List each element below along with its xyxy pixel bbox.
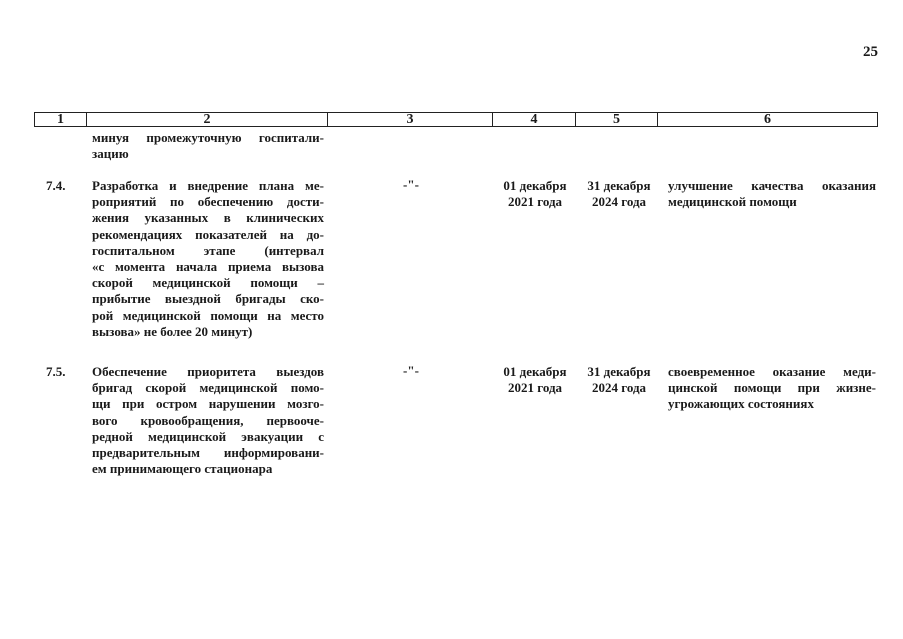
description-line: скорой медицинской помощи – [92, 275, 324, 291]
header-col-3: 3 [328, 113, 493, 126]
result-line: угрожающих состояниях [668, 396, 814, 412]
description-line: бригад скорой медицинской помо- [92, 380, 324, 396]
row-number: 7.5. [46, 364, 66, 379]
header-col-5: 5 [576, 113, 658, 126]
row-start-date [496, 178, 574, 210]
end-date-line: 31 декабря [587, 178, 651, 193]
row-description [92, 364, 324, 477]
description-line: ем принимающего стационара [92, 461, 273, 477]
start-date-line: 2021 года [507, 194, 563, 210]
start-date-line: 01 декабря [503, 364, 567, 379]
row-description [92, 178, 324, 340]
end-date-line: 2024 года [591, 380, 647, 396]
description-line: госпитальном этапе (интервал [92, 242, 324, 258]
description-line: Обеспечение приоритета выездов [92, 364, 324, 379]
description-line: рой медицинской помощи на место [92, 307, 324, 323]
end-date-line: 2024 года [591, 194, 647, 210]
description-line: роприятий по обеспечению дости- [92, 194, 324, 210]
table-header [34, 112, 878, 127]
result-line: улучшение качества оказания [668, 178, 876, 193]
description-line: вызова» не более 20 минут) [92, 323, 253, 339]
page-number: 25 [863, 44, 878, 60]
description-line: жения указанных в клинических [92, 210, 324, 226]
result-line: своевременное оказание меди- [668, 364, 876, 379]
continuation-text [92, 130, 324, 162]
header-col-1: 1 [35, 113, 87, 126]
start-date-line: 2021 года [507, 380, 563, 396]
row-start-date [496, 364, 574, 396]
description-line: вого кровообращения, первооче- [92, 412, 324, 428]
description-line: прибытие выездной бригады ско- [92, 291, 324, 307]
result-line: цинской помощи при жизне- [668, 380, 876, 396]
result-line: медицинской помощи [668, 194, 797, 210]
row-end-date [580, 364, 658, 396]
description-line: редной медицинской эвакуации с [92, 428, 324, 444]
header-col-4: 4 [493, 113, 576, 126]
continuation-line: зацию [92, 146, 129, 162]
row-number: 7.4. [46, 178, 66, 193]
description-line: Разработка и внедрение плана ме- [92, 178, 324, 193]
row-end-date [580, 178, 658, 210]
description-line: щи при остром нарушении мозго- [92, 396, 324, 412]
description-line: предварительным информировани- [92, 445, 324, 461]
end-date-line: 31 декабря [587, 364, 651, 379]
continuation-line: минуя промежуточную госпитали- [92, 130, 324, 145]
start-date-line: 01 декабря [503, 178, 567, 193]
header-col-2: 2 [87, 113, 328, 126]
row-result [668, 364, 876, 413]
description-line: «с момента начала приема вызова [92, 259, 324, 275]
header-col-6: 6 [764, 112, 771, 127]
row-responsible: -"- [403, 363, 419, 378]
row-responsible: -"- [403, 177, 419, 192]
description-line: рекомендациях показателей на до- [92, 226, 324, 242]
row-result [668, 178, 876, 210]
